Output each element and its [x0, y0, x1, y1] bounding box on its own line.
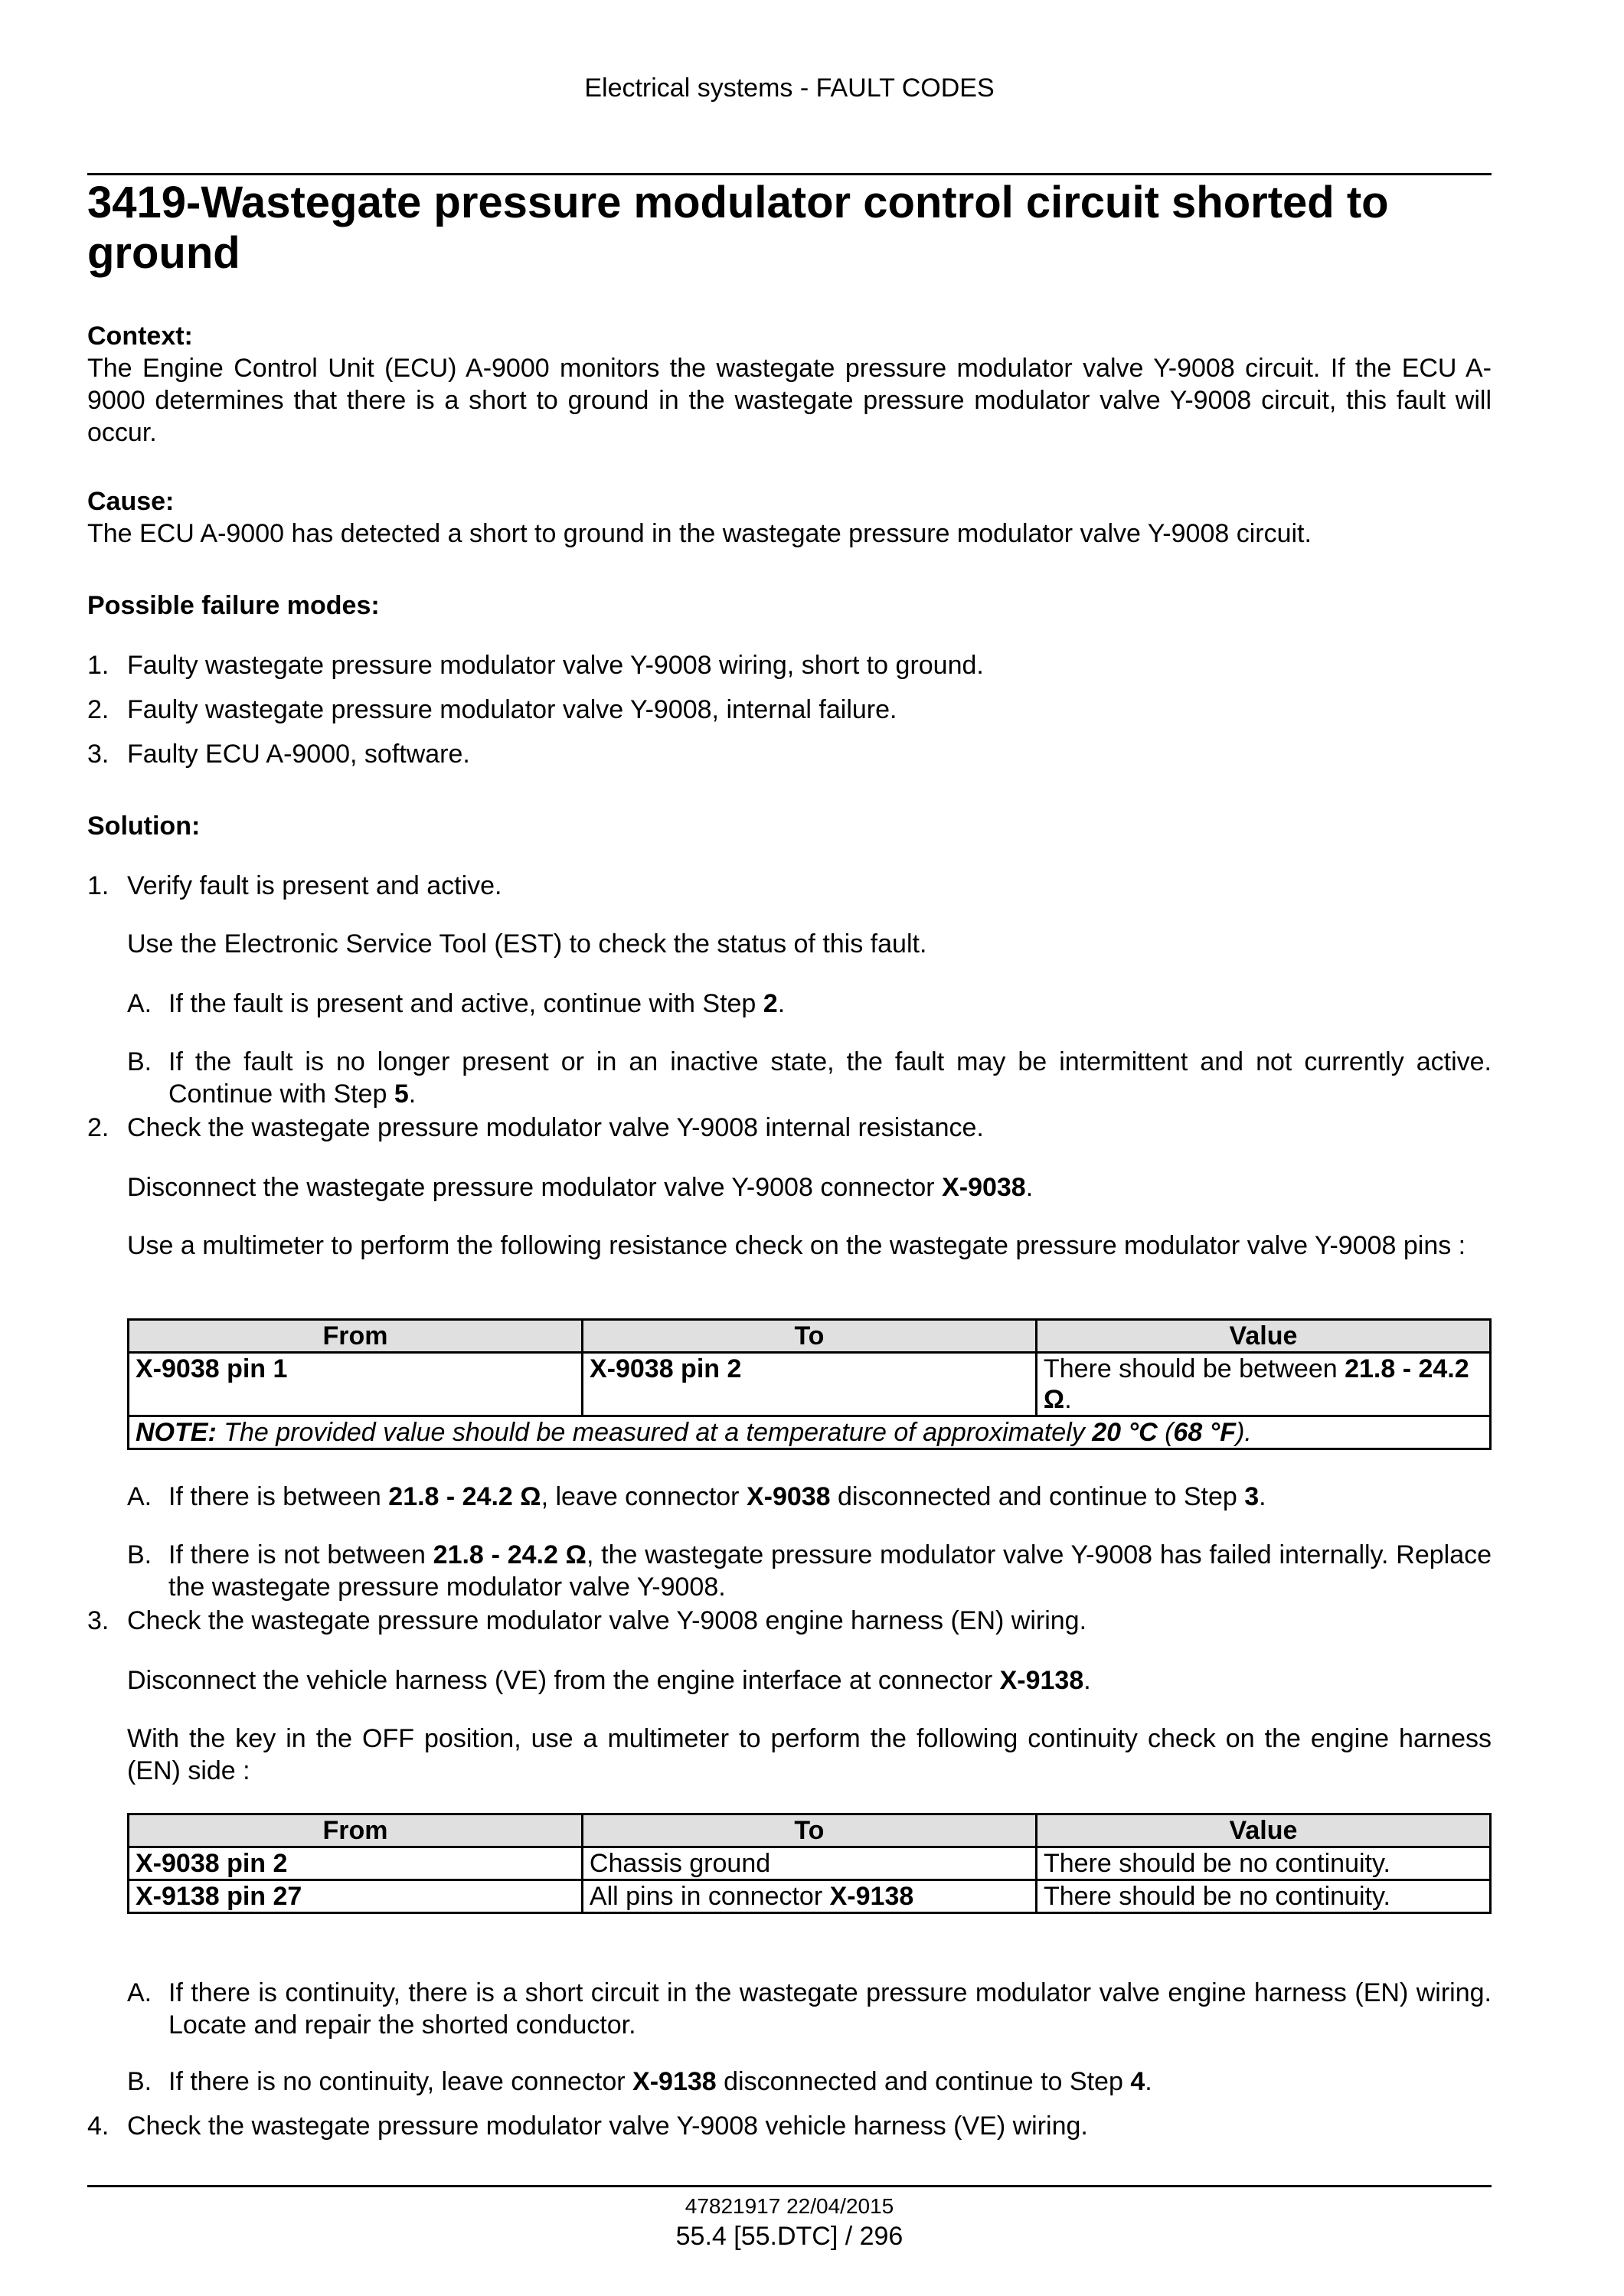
column-header: Value	[1036, 1814, 1490, 1847]
column-header: Value	[1036, 1320, 1490, 1353]
cell-value: There should be no continuity.	[1036, 1880, 1490, 1913]
failure-modes-label: Possible failure modes:	[87, 591, 380, 620]
solution-label: Solution:	[87, 812, 201, 841]
step-3-instruction: With the key in the OFF position, use a multimeter to perform the following continuity check on the engine harness (EN) side :	[127, 1724, 1492, 1785]
step-4-text: Check the wastegate pressure modulator valve Y-9008 vehicle harness (VE) wiring.	[127, 2111, 1088, 2141]
cause-text: The ECU A-9000 has detected a short to ground in the wastegate pressure modulator valve Y-9008 circuit.	[87, 519, 1312, 548]
table-row	[129, 1880, 1491, 1913]
note-cell: NOTE: The provided value should be measured at a temperature of approximately 20 °C (68 °F).	[129, 1416, 1491, 1449]
step-3-disconnect: Disconnect the vehicle harness (VE) from the engine interface at connector X-9138.	[127, 1666, 1091, 1695]
failure-mode-number: 3.	[87, 740, 109, 769]
cell-from: X-9038 pin 1	[129, 1353, 583, 1416]
cell-value: There should be between 21.8 - 24.2 Ω.	[1036, 1353, 1490, 1416]
continuity-check-table	[127, 1813, 1492, 1914]
table-header-row	[129, 1814, 1491, 1847]
cause-label: Cause:	[87, 487, 175, 516]
step-letter: B.	[127, 1540, 152, 1569]
step-2-instruction: Use a multimeter to perform the following resistance check on the wastegate pressure modulator valve Y-9008 pins :	[127, 1231, 1466, 1260]
step-number: 2.	[87, 1113, 109, 1142]
failure-mode-number: 1.	[87, 651, 109, 680]
step-2-option-a: If there is between 21.8 - 24.2 Ω, leave connector X-9038 disconnected and continue to Step 3.	[168, 1482, 1266, 1511]
resistance-check-table	[127, 1318, 1492, 1450]
running-header: Electrical systems - FAULT CODES	[584, 73, 995, 103]
step-3-option-a: If there is continuity, there is a short circuit in the wastegate pressure modulator valve engine harness (EN) wiring. Locate and repair the shorted conductor.	[168, 1978, 1492, 2040]
footer-rule	[87, 2185, 1492, 2187]
step-1-option-a: If the fault is present and active, continue with Step 2.	[168, 989, 786, 1018]
failure-mode-number: 2.	[87, 695, 109, 724]
step-1-detail: Use the Electronic Service Tool (EST) to check the status of this fault.	[127, 929, 927, 959]
table-header-row	[129, 1320, 1491, 1353]
table-row	[129, 1847, 1491, 1880]
step-letter: B.	[127, 2067, 152, 2096]
context-label: Context:	[87, 322, 193, 351]
column-header: To	[582, 1814, 1036, 1847]
step-1-option-b: If the fault is no longer present or in an inactive state, the fault may be intermittent and not currently active. Continue with Step 5.	[168, 1047, 1492, 1109]
step-number: 3.	[87, 1606, 109, 1635]
step-3-option-b: If there is no continuity, leave connector X-9138 disconnected and continue to Step 4.	[168, 2067, 1152, 2096]
cell-to: X-9038 pin 2	[582, 1353, 1036, 1416]
footer-page-number: 55.4 [55.DTC] / 296	[675, 2222, 903, 2251]
step-2-text: Check the wastegate pressure modulator valve Y-9008 internal resistance.	[127, 1113, 984, 1142]
column-header: From	[129, 1320, 583, 1353]
step-letter: B.	[127, 1047, 152, 1076]
column-header: From	[129, 1814, 583, 1847]
step-letter: A.	[127, 989, 152, 1018]
cell-from: X-9138 pin 27	[129, 1880, 583, 1913]
context-text: The Engine Control Unit (ECU) A-9000 monitors the wastegate pressure modulator valve Y-9008 circuit. If the ECU A-9000 determines that there is a short to ground in the wastegate pressure modulator valve Y-9008 circuit, this fault will occur.	[87, 354, 1492, 447]
column-header: To	[582, 1320, 1036, 1353]
table-row	[129, 1353, 1491, 1416]
step-2-disconnect: Disconnect the wastegate pressure modulator valve Y-9008 connector X-9038.	[127, 1173, 1034, 1202]
table-note-row	[129, 1416, 1491, 1449]
step-letter: A.	[127, 1482, 152, 1511]
footer-doc-id: 47821917 22/04/2015	[685, 2194, 894, 2218]
page-title: 3419-Wastegate pressure modulator control circuit shorted to ground	[87, 178, 1389, 278]
header-rule	[87, 173, 1492, 175]
cell-to: All pins in connector X-9138	[582, 1880, 1036, 1913]
step-number: 1.	[87, 871, 109, 900]
failure-mode-item: Faulty wastegate pressure modulator valve Y-9008, internal failure.	[127, 695, 897, 724]
cell-to: Chassis ground	[582, 1847, 1036, 1880]
step-letter: A.	[127, 1978, 152, 2007]
failure-mode-item: Faulty wastegate pressure modulator valve Y-9008 wiring, short to ground.	[127, 651, 984, 680]
failure-mode-item: Faulty ECU A-9000, software.	[127, 740, 470, 769]
step-2-option-b: If there is not between 21.8 - 24.2 Ω, the wastegate pressure modulator valve Y-9008 has failed internally. Replace the wastegate pressure modulator valve Y-9008.	[168, 1540, 1492, 1602]
step-3-text: Check the wastegate pressure modulator valve Y-9008 engine harness (EN) wiring.	[127, 1606, 1087, 1635]
cell-from: X-9038 pin 2	[129, 1847, 583, 1880]
cell-value: There should be no continuity.	[1036, 1847, 1490, 1880]
step-number: 4.	[87, 2111, 109, 2141]
step-1-text: Verify fault is present and active.	[127, 871, 502, 900]
